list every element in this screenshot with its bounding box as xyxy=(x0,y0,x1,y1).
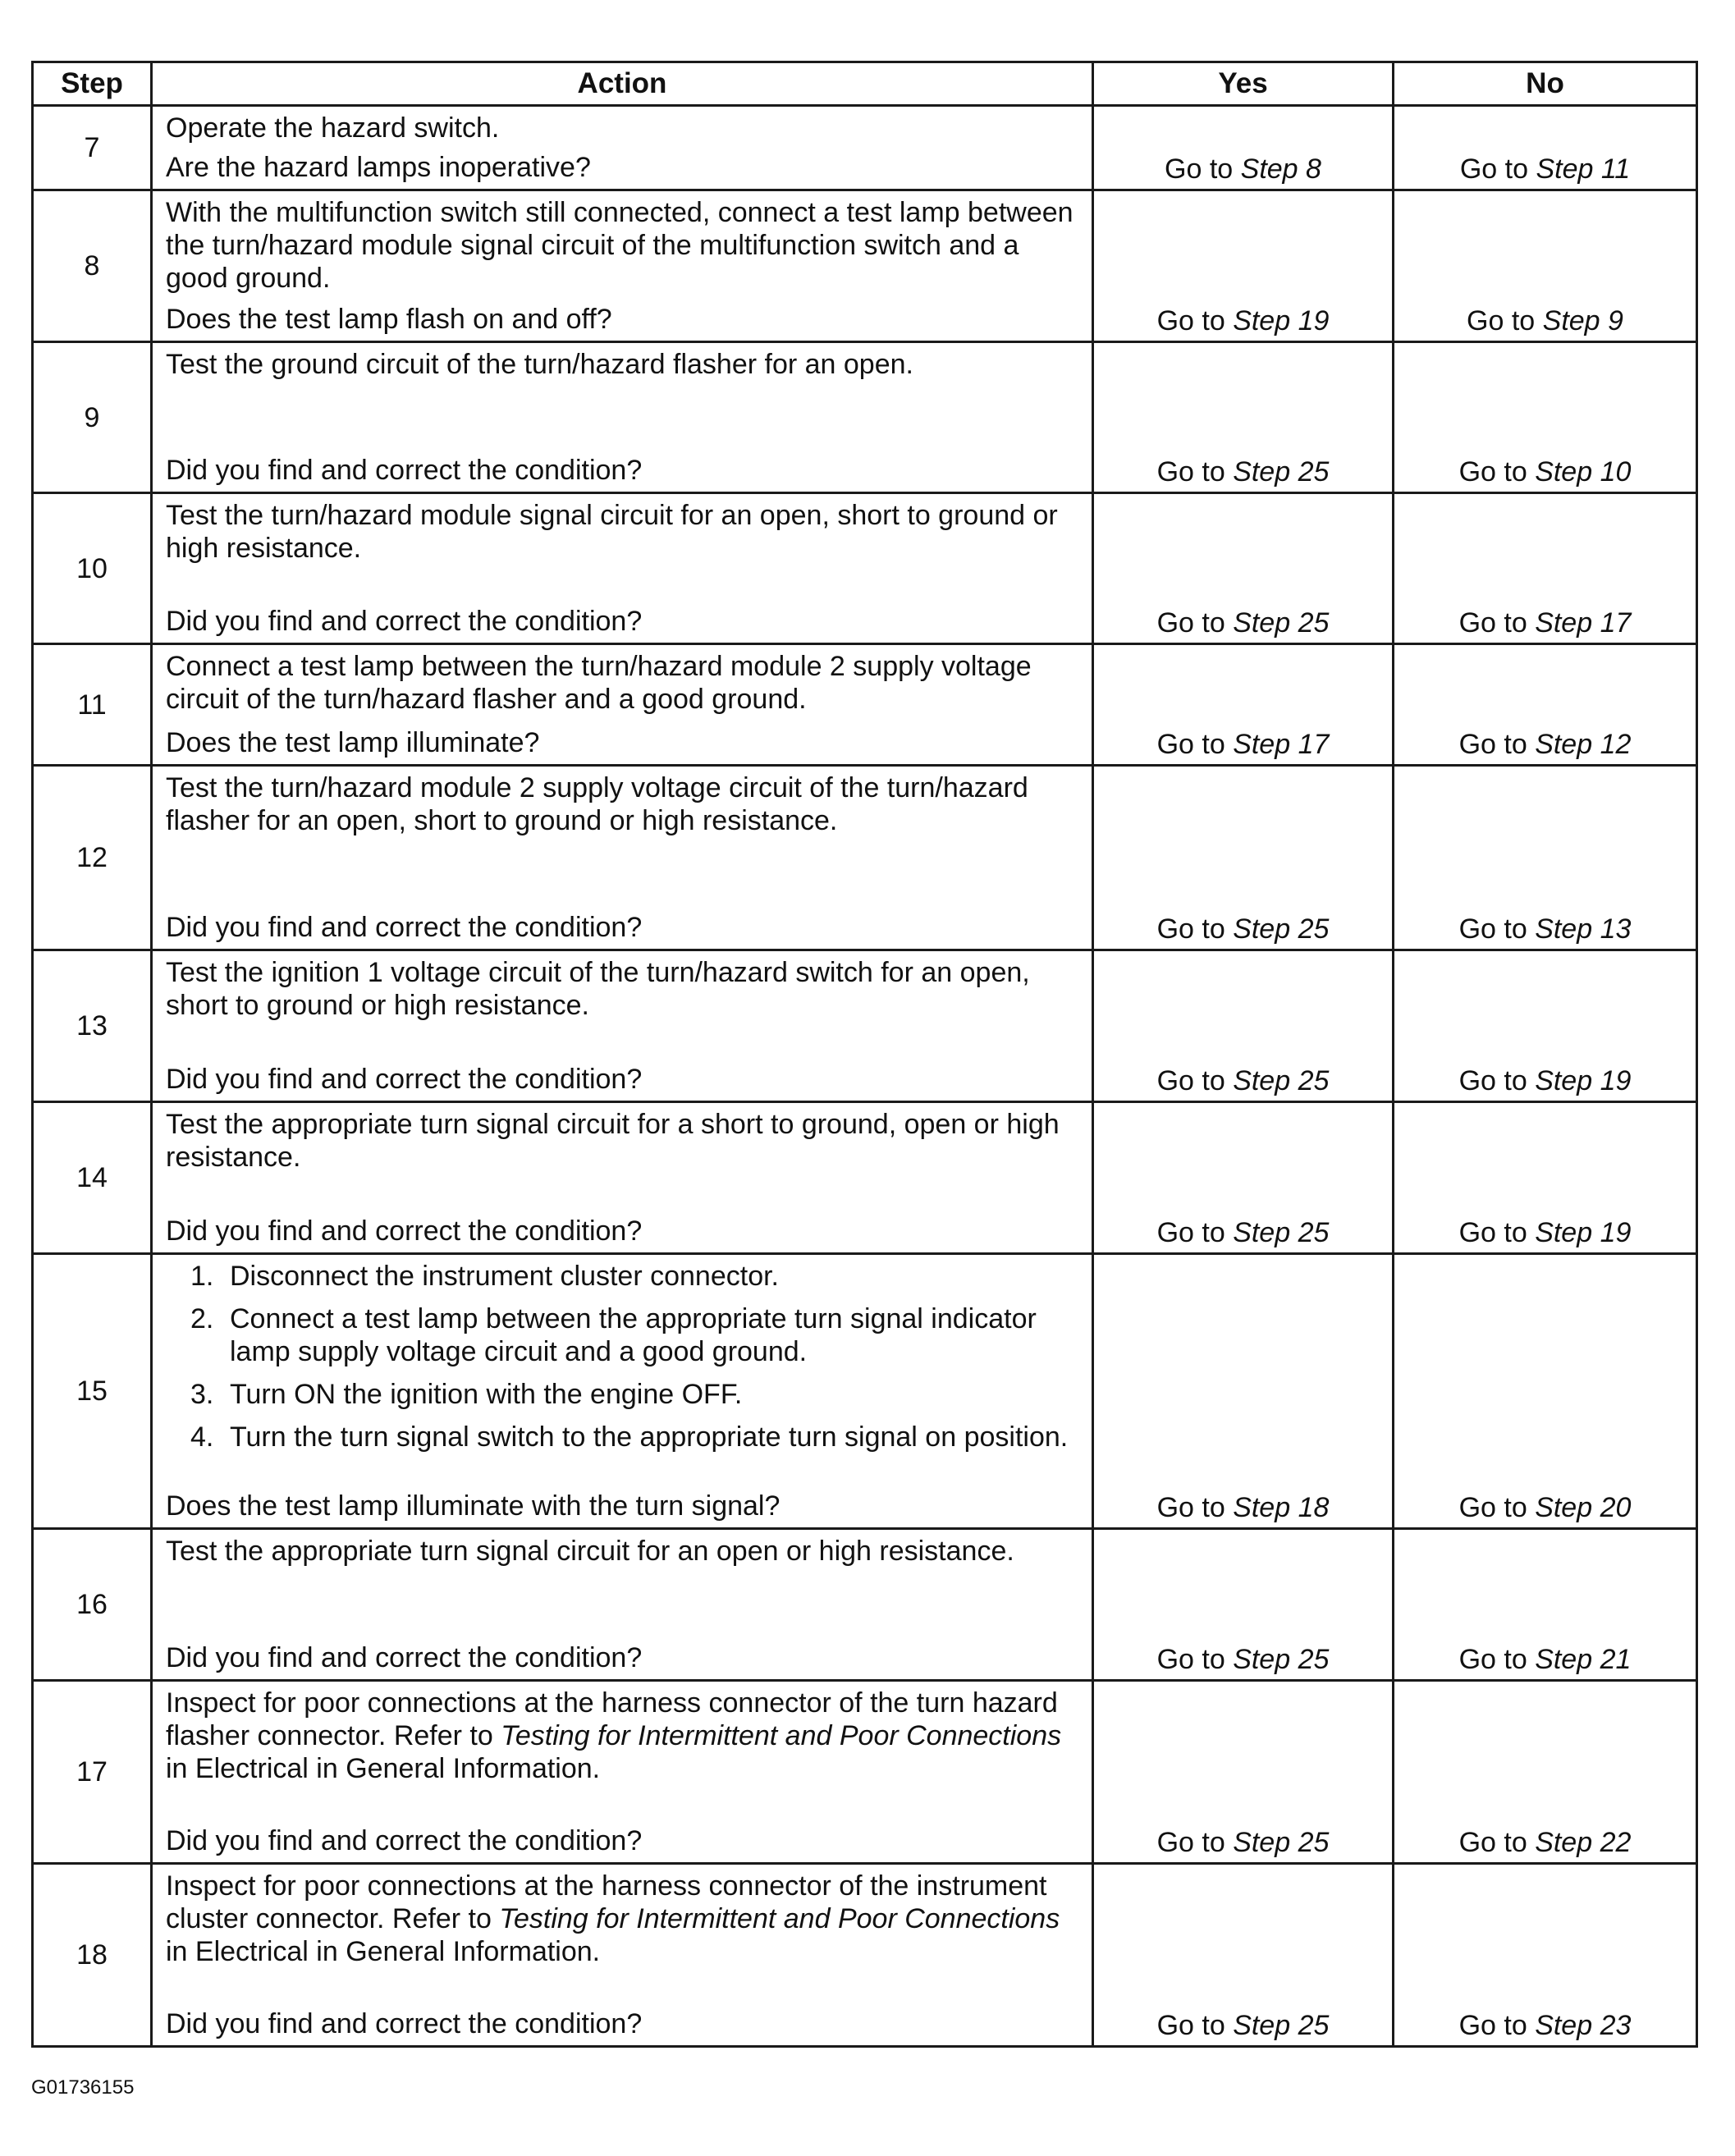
action-content xyxy=(166,1535,1080,1674)
header-action: Action xyxy=(152,62,1093,106)
yes-result xyxy=(1093,1254,1394,1529)
yes-goto-step: Step 25 xyxy=(1233,1827,1330,1858)
yes-result xyxy=(1093,493,1394,644)
action-question: Did you find and correct the condition? xyxy=(166,912,643,943)
procedure-item-number: 3. xyxy=(190,1379,214,1410)
action-question: Did you find and correct the condition? xyxy=(166,455,643,486)
action-text xyxy=(166,1687,1080,1785)
yes-result xyxy=(1093,1864,1394,2047)
step-number: 16 xyxy=(33,1529,152,1681)
action-text: Connect a test lamp between the turn/hazard module 2 supply voltage circuit of the turn/hazard flasher and a good ground. xyxy=(166,651,1032,715)
yes-goto-prefix: Go to xyxy=(1156,1644,1234,1675)
table-row xyxy=(33,1102,1697,1254)
no-result xyxy=(1394,1864,1697,2047)
no-result xyxy=(1394,1529,1697,1681)
action-cell xyxy=(152,644,1093,766)
action-text-segment: Inspect for poor connections at the harness connector of the turn hazard flasher connector. Refer to xyxy=(166,1687,1058,1751)
action-content xyxy=(166,1687,1080,1857)
action-question: Are the hazard lamps inoperative? xyxy=(166,152,591,183)
action-text: Test the appropriate turn signal circuit for a short to ground, open or high resistance. xyxy=(166,1109,1060,1173)
no-result xyxy=(1394,1102,1697,1254)
no-goto-step: Step 19 xyxy=(1535,1065,1632,1096)
no-goto-step: Step 23 xyxy=(1535,2010,1632,2041)
header-no: No xyxy=(1394,62,1697,106)
action-question: Does the test lamp illuminate with the turn signal? xyxy=(166,1490,781,1522)
action-question: Did you find and correct the condition? xyxy=(166,2008,643,2039)
yes-goto-prefix: Go to xyxy=(1156,1217,1234,1248)
action-content xyxy=(166,348,1080,487)
action-content xyxy=(166,1260,1080,1522)
no-goto-prefix: Go to xyxy=(1458,1492,1536,1523)
table-row xyxy=(33,1254,1697,1529)
spacer xyxy=(166,1968,1080,2003)
table-row xyxy=(33,190,1697,342)
action-question: Did you find and correct the condition? xyxy=(166,1642,643,1673)
yes-goto-step: Step 25 xyxy=(1233,1644,1330,1675)
procedure-item-text: Turn the turn signal switch to the appropriate turn signal on position. xyxy=(230,1421,1069,1453)
procedure-item xyxy=(190,1378,1080,1411)
no-goto-prefix: Go to xyxy=(1458,607,1536,639)
action-content xyxy=(166,650,1080,759)
action-text xyxy=(166,1870,1080,1968)
yes-goto-prefix: Go to xyxy=(1156,305,1234,336)
yes-goto-step: Step 17 xyxy=(1233,729,1330,760)
step-number: 10 xyxy=(33,493,152,644)
no-goto-step: Step 13 xyxy=(1535,913,1632,945)
no-goto-step: Step 11 xyxy=(1536,153,1631,185)
no-goto-step: Step 12 xyxy=(1535,729,1632,760)
action-text-segment: in Electrical in General Information. xyxy=(166,1936,601,1967)
no-goto-step: Step 21 xyxy=(1535,1644,1632,1675)
procedure-item-number: 4. xyxy=(190,1421,214,1453)
no-goto-step: Step 22 xyxy=(1535,1827,1632,1858)
action-cell xyxy=(152,493,1093,644)
procedure-item-number: 1. xyxy=(190,1261,214,1292)
spacer xyxy=(166,1022,1080,1058)
yes-goto-prefix: Go to xyxy=(1156,729,1234,760)
table-row xyxy=(33,1864,1697,2047)
yes-result xyxy=(1093,766,1394,950)
procedure-item xyxy=(190,1302,1080,1368)
header-row xyxy=(33,62,1697,106)
yes-result xyxy=(1093,1529,1394,1681)
yes-goto-step: Step 25 xyxy=(1233,1217,1330,1248)
action-cell xyxy=(152,342,1093,493)
spacer xyxy=(166,837,1080,906)
table-row xyxy=(33,1529,1697,1681)
table-row xyxy=(33,493,1697,644)
procedure-list xyxy=(166,1260,1080,1463)
yes-goto-prefix: Go to xyxy=(1156,1827,1234,1858)
step-number: 7 xyxy=(33,106,152,190)
action-cell xyxy=(152,1254,1093,1529)
action-cell xyxy=(152,190,1093,342)
step-number: 15 xyxy=(33,1254,152,1529)
no-result xyxy=(1394,342,1697,493)
table-row xyxy=(33,1681,1697,1864)
no-goto-prefix: Go to xyxy=(1459,153,1536,185)
step-number: 9 xyxy=(33,342,152,493)
spacer xyxy=(166,381,1080,449)
figure-id: G01736155 xyxy=(31,2076,135,2099)
yes-goto-prefix: Go to xyxy=(1156,607,1234,639)
diagnostic-table xyxy=(31,61,1698,2048)
step-number: 11 xyxy=(33,644,152,766)
procedure-item-text: Connect a test lamp between the appropriate turn signal indicator lamp supply voltage circuit and a good ground. xyxy=(230,1303,1037,1367)
action-question: Did you find and correct the condition? xyxy=(166,1825,643,1856)
no-result xyxy=(1394,493,1697,644)
action-text: Test the ground circuit of the turn/hazard flasher for an open. xyxy=(166,349,913,380)
action-content xyxy=(166,1108,1080,1247)
yes-result xyxy=(1093,342,1394,493)
procedure-item-text: Disconnect the instrument cluster connector. xyxy=(230,1261,779,1292)
step-number: 17 xyxy=(33,1681,152,1864)
action-text-segment: in Electrical in General Information. xyxy=(166,1753,601,1784)
yes-goto-prefix: Go to xyxy=(1165,153,1241,185)
yes-result xyxy=(1093,644,1394,766)
action-cell xyxy=(152,1681,1093,1864)
procedure-item xyxy=(190,1260,1080,1293)
procedure-item-number: 2. xyxy=(190,1303,214,1334)
no-goto-step: Step 19 xyxy=(1535,1217,1632,1248)
no-goto-step: Step 20 xyxy=(1535,1492,1632,1523)
spacer xyxy=(166,1785,1080,1820)
action-cell xyxy=(152,950,1093,1102)
yes-goto-step: Step 18 xyxy=(1233,1492,1330,1523)
table-row xyxy=(33,106,1697,190)
yes-goto-step: Step 8 xyxy=(1240,153,1321,185)
action-content xyxy=(166,112,1080,184)
action-text: With the multifunction switch still connected, connect a test lamp between the turn/hazard module signal circuit of the multifunction switch and a good ground. xyxy=(166,197,1074,294)
no-result xyxy=(1394,1254,1697,1529)
action-cell xyxy=(152,1529,1093,1681)
yes-goto-prefix: Go to xyxy=(1156,1492,1234,1523)
action-text: Test the turn/hazard module signal circuit for an open, short to ground or high resistance. xyxy=(166,500,1058,564)
action-question: Did you find and correct the condition? xyxy=(166,1215,643,1247)
action-cell xyxy=(152,766,1093,950)
action-question: Did you find and correct the condition? xyxy=(166,606,643,637)
action-text: Test the turn/hazard module 2 supply voltage circuit of the turn/hazard flasher for an open, short to ground or high resistance. xyxy=(166,772,1028,836)
spacer xyxy=(166,565,1080,600)
action-content xyxy=(166,1870,1080,2040)
no-goto-prefix: Go to xyxy=(1458,913,1536,945)
table-row xyxy=(33,342,1697,493)
no-goto-step: Step 9 xyxy=(1542,305,1623,336)
yes-goto-step: Step 25 xyxy=(1233,913,1330,945)
no-result xyxy=(1394,950,1697,1102)
yes-result xyxy=(1093,1681,1394,1864)
no-goto-prefix: Go to xyxy=(1467,305,1543,336)
yes-result xyxy=(1093,106,1394,190)
yes-goto-step: Step 19 xyxy=(1233,305,1330,336)
reference-title: Testing for Intermittent and Poor Connections xyxy=(499,1903,1060,1934)
spacer xyxy=(166,1463,1080,1485)
action-cell xyxy=(152,1864,1093,2047)
action-question: Does the test lamp illuminate? xyxy=(166,727,540,758)
spacer xyxy=(166,1174,1080,1210)
yes-result xyxy=(1093,950,1394,1102)
no-result xyxy=(1394,1681,1697,1864)
table-row xyxy=(33,644,1697,766)
action-question: Does the test lamp flash on and off? xyxy=(166,304,612,335)
spacer xyxy=(166,295,1080,298)
action-content xyxy=(166,956,1080,1096)
no-goto-prefix: Go to xyxy=(1458,1644,1536,1675)
step-number: 18 xyxy=(33,1864,152,2047)
no-result xyxy=(1394,644,1697,766)
action-cell xyxy=(152,106,1093,190)
action-text: Test the ignition 1 voltage circuit of the turn/hazard switch for an open, short to ground or high resistance. xyxy=(166,957,1030,1021)
yes-goto-step: Step 25 xyxy=(1233,2010,1330,2041)
yes-goto-step: Step 25 xyxy=(1233,456,1330,488)
spacer xyxy=(166,716,1080,721)
no-goto-step: Step 10 xyxy=(1535,456,1632,488)
step-number: 13 xyxy=(33,950,152,1102)
procedure-item-text: Turn ON the ignition with the engine OFF. xyxy=(230,1379,743,1410)
header-yes: Yes xyxy=(1093,62,1394,106)
spacer xyxy=(166,144,1080,146)
reference-title: Testing for Intermittent and Poor Connections xyxy=(501,1720,1062,1751)
action-content xyxy=(166,499,1080,638)
table-row xyxy=(33,950,1697,1102)
step-number: 14 xyxy=(33,1102,152,1254)
no-result xyxy=(1394,106,1697,190)
action-text: Test the appropriate turn signal circuit for an open or high resistance. xyxy=(166,1536,1014,1567)
no-goto-prefix: Go to xyxy=(1458,1827,1536,1858)
yes-goto-prefix: Go to xyxy=(1156,2010,1234,2041)
action-text: Operate the hazard switch. xyxy=(166,112,500,144)
no-goto-prefix: Go to xyxy=(1458,2010,1536,2041)
action-question: Did you find and correct the condition? xyxy=(166,1064,643,1095)
yes-result xyxy=(1093,190,1394,342)
action-text-segment: Inspect for poor connections at the harness connector of the instrument cluster connector. Refer to xyxy=(166,1870,1047,1934)
step-number: 12 xyxy=(33,766,152,950)
yes-goto-step: Step 25 xyxy=(1233,607,1330,639)
action-content xyxy=(166,196,1080,336)
no-goto-prefix: Go to xyxy=(1458,1217,1536,1248)
no-goto-prefix: Go to xyxy=(1458,729,1536,760)
no-goto-prefix: Go to xyxy=(1458,456,1536,488)
no-goto-prefix: Go to xyxy=(1458,1065,1536,1096)
step-number: 8 xyxy=(33,190,152,342)
no-result xyxy=(1394,766,1697,950)
no-goto-step: Step 17 xyxy=(1535,607,1632,639)
yes-goto-step: Step 25 xyxy=(1233,1065,1330,1096)
action-cell xyxy=(152,1102,1093,1254)
yes-goto-prefix: Go to xyxy=(1156,913,1234,945)
yes-result xyxy=(1093,1102,1394,1254)
table-row xyxy=(33,766,1697,950)
header-step: Step xyxy=(33,62,152,106)
spacer xyxy=(166,1568,1080,1636)
procedure-item xyxy=(190,1421,1080,1453)
action-content xyxy=(166,771,1080,944)
no-result xyxy=(1394,190,1697,342)
yes-goto-prefix: Go to xyxy=(1156,1065,1234,1096)
yes-goto-prefix: Go to xyxy=(1156,456,1234,488)
